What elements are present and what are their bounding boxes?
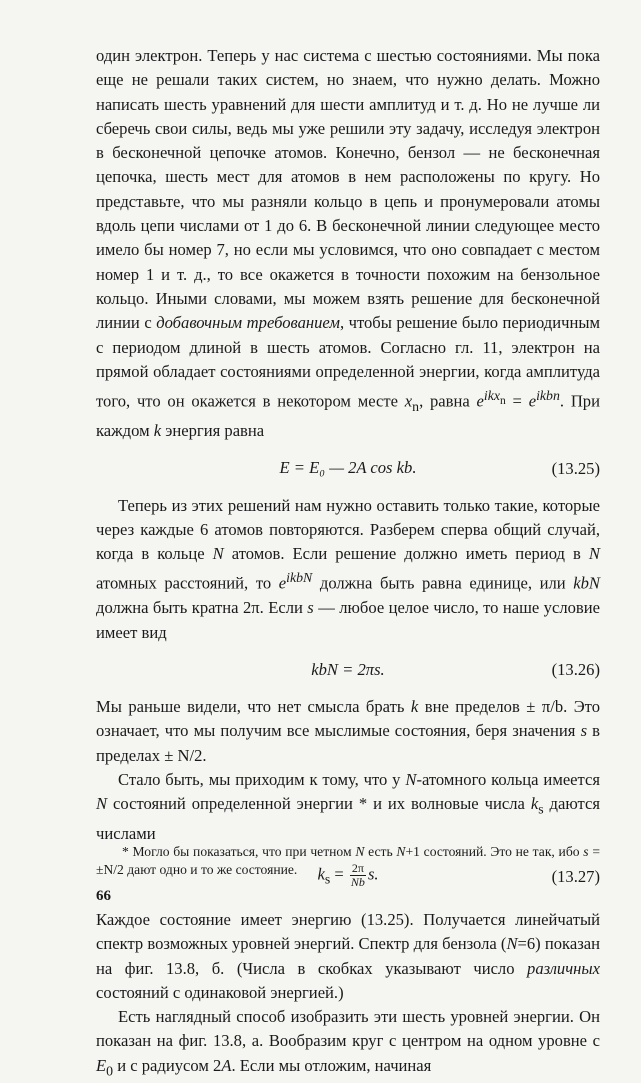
text-run: — любое целое число, то наше условие имеет вид (96, 598, 601, 642)
var-kbN: kbN (573, 574, 600, 594)
var-e: e (476, 391, 484, 411)
text-run: , чтобы решение было периодичным с периодом длиной в шесть атомов. Согласно гл. 11, электрон на прямой обладает состояниями определенной энергии, когда амплитуда того, что он окажется в некотором месте (96, 313, 600, 411)
text-run: даются числами (96, 794, 600, 843)
equation-text: E = E₀ — 2A cos kb. (279, 458, 417, 478)
text-run: состояний с одинаковой энергией.) (96, 982, 344, 1002)
numerator: 2π (351, 861, 364, 876)
var-A: A (221, 1055, 232, 1075)
equation-number: (13.27) (551, 866, 600, 886)
main-text (96, 44, 600, 1083)
var-N: N (405, 769, 417, 789)
text-run: должна быть кратна 2π. Если (96, 598, 303, 618)
sub: 0 (106, 1063, 114, 1079)
var-k: k (530, 794, 539, 814)
text-run: состояний определенной энергии * и их волновые числа (113, 794, 525, 814)
text-run: . Если мы отложим, начиная (231, 1055, 432, 1075)
var-e: e (278, 574, 287, 594)
var-e: e (528, 391, 537, 411)
equation-13-25 (96, 444, 600, 494)
paragraph (96, 695, 600, 768)
sup (286, 570, 312, 585)
var-E: E (96, 1055, 107, 1075)
var-N: N (96, 794, 108, 814)
text-run: -атомного кольца имеется (416, 769, 600, 789)
var-N: N (506, 934, 518, 954)
paragraph (96, 44, 600, 444)
equals: = (330, 864, 348, 884)
sup-text: ikx (483, 388, 501, 404)
page-number: 66 (96, 888, 111, 904)
var-s: s. (367, 864, 379, 884)
equation-number: (13.25) (551, 458, 600, 478)
var-s: s (307, 598, 314, 618)
paragraph (96, 1005, 600, 1083)
text-run: = ±N/2 дают одно и то же состояние. (96, 844, 600, 877)
text-run: * Могло бы показаться, что при четном (122, 844, 352, 859)
paragraph (96, 768, 600, 846)
text-run: =6) показан на фиг. 13.8, б. (Числа в скобках указывают число (96, 934, 600, 978)
var-x: x (404, 391, 413, 411)
footnote (96, 843, 600, 879)
var-k: k (317, 864, 325, 884)
text-run: +1 состояний. Это не так, ибо (405, 844, 580, 859)
sup-text: ikbn (536, 388, 560, 404)
text-run: вне пределов ± π/b. Это означает, что мы получим все мыслимые состояния, беря значения (96, 696, 601, 741)
footnote-text (96, 843, 600, 879)
sub: n (500, 394, 506, 407)
paragraph (96, 494, 600, 645)
text-run: . При каждом (96, 391, 600, 441)
text-run: Мы раньше видели, что нет смысла брать (96, 696, 405, 716)
italic-text: различных (527, 958, 600, 978)
var-N: N (588, 544, 600, 564)
paragraph (96, 908, 600, 1005)
sub: s (324, 871, 331, 887)
text-run: и с радиусом 2 (117, 1055, 222, 1075)
equation-body (311, 658, 384, 682)
text-run: должна быть равна единице, или (319, 574, 566, 594)
text-run: в пределах ± N/2. (96, 721, 600, 765)
text-run: Стало быть, мы приходим к тому, что у (118, 769, 401, 789)
text-run: , равна (419, 391, 470, 411)
sub: s (538, 801, 544, 817)
sub: n (412, 399, 420, 414)
sup (536, 388, 560, 403)
text-run: Каждое состояние имеет энергию (13.25). Получается линейчатый спектр возможных уровней энергий. Спектр для бензола ( (96, 910, 600, 954)
equation-number: (13.26) (551, 659, 600, 679)
equation-body (280, 456, 417, 480)
equation-text: kbN = 2πs. (311, 659, 385, 679)
var-s: s (583, 844, 589, 859)
sup (483, 388, 506, 407)
italic-text: добавочным требованием (156, 313, 340, 333)
text-run: Есть наглядный способ изобразить эти шесть уровней энергии. Он показан на фиг. 13.8, а. Вообразим круг с центром на одном уровне с (96, 1007, 600, 1051)
text-run: есть (368, 844, 393, 859)
sup-text: ikbN (286, 570, 313, 586)
var-N: N (212, 544, 224, 564)
var-k: k (153, 421, 162, 441)
var-s: s (580, 721, 588, 741)
text-run: один электрон. Теперь у нас система с шестью состояниями. Мы пока еще не решали таких систем, но знаем, что нужно делать. Можно написать шесть уравнений для шести амплитуд и т. д. Но не лучше ли сберечь свои силы, ведь мы уже решили эту задачу, исследуя электрон в бесконечной цепочке атомов. Конечно, бензол — не бесконечная цепочка, шесть мест для атомов в нем расположены по кругу. Но представьте, что мы разняли кольцо в цепь и пронумеровали атомы вдоль цепи числами от 1 до 6. В бесконечной линии следующее место имело бы номер 7, но если мы условимся, что оно совпадает с местом номер 1 и т. д., то все окажется в точности похожим на бензольное кольцо. Иными словами, мы можем взять решение для бесконечной линии с (96, 46, 600, 333)
denominator: Nb (350, 875, 365, 890)
var-k: k (410, 696, 419, 716)
var-N: N (355, 844, 365, 859)
text-run: = (505, 391, 529, 411)
text-run: атомных расстояний, то (96, 574, 272, 594)
var-N: N (396, 844, 406, 859)
text-run: атомов. Если решение должно иметь период в (231, 544, 581, 564)
equation-13-26 (96, 645, 600, 695)
text-run: Теперь из этих решений нам нужно оставить только такие, которые через каждые 6 атомов повторяются. Разберем сперва общий случай, когда в кольце (96, 495, 600, 564)
text-run: энергия равна (165, 421, 265, 441)
